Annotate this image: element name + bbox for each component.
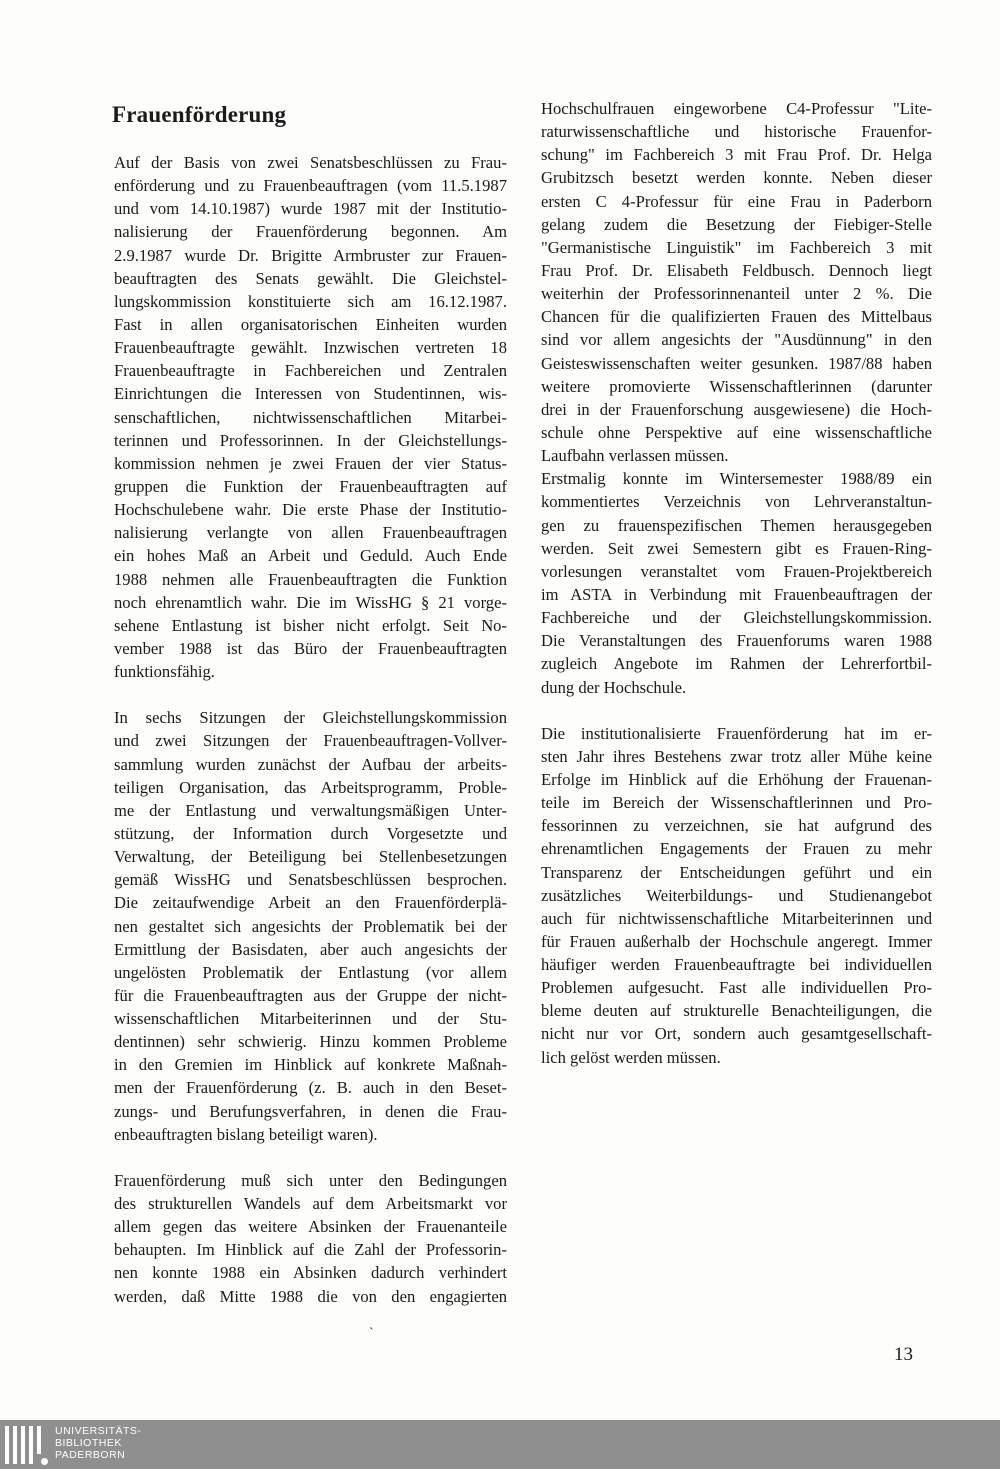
text-line: gen zu frauenspezifischen Themen herausgegeben — [541, 515, 932, 535]
text-line: Frauenbeauftragte in Fachbereichen und Zentralen — [114, 361, 507, 381]
text-line: Ermittlung der Basisdaten, aber auch angesichts der — [114, 939, 507, 959]
text-line: enbeauftragten bislang beteiligt waren). — [114, 1124, 378, 1144]
logo-line: PADERBORN — [55, 1449, 126, 1461]
text-line: nen konnte 1988 ein Absinken dadurch verhindert — [114, 1263, 507, 1283]
text-line: Die institutionalisierte Frauenförderung hat im er- — [541, 723, 932, 743]
text-line: lungskommission konstituierte sich am 16.12.1987. — [114, 291, 507, 311]
text-line: enförderung und zu Frauenbeauftragen (vom 11.5.1987 — [114, 176, 507, 196]
logo-line: UNIVERSITÄTS- — [55, 1425, 142, 1437]
paragraph — [114, 706, 507, 1146]
text-line: Hochschulebene wahr. Die erste Phase der Institutio- — [114, 500, 507, 520]
text-line: weitere promovierte Wissenschaftlerinnen (darunter — [541, 376, 932, 396]
text-line: funktionsfähig. — [114, 662, 215, 682]
text-line: und zwei Sitzungen der Frauenbeauftragen-Vollver- — [114, 731, 507, 751]
text-line: des strukturellen Wandels auf dem Arbeitsmarkt vor — [114, 1194, 507, 1214]
text-line: sind vor allem angesichts der "Ausdünnung" in den — [541, 330, 932, 350]
library-logo-icon — [5, 1426, 49, 1464]
text-line: schung" im Fachbereich 3 mit Frau Prof. Dr. Helga — [541, 145, 932, 165]
text-line: fessorinnen zu verzeichnen, sie hat aufgrund des — [541, 816, 932, 836]
text-line: Geisteswissenschaften weiter gesunken. 1987/88 haben — [541, 353, 932, 373]
text-line: Frauenbeauftragte gewählt. Inzwischen vertreten 18 — [114, 338, 507, 358]
text-line: lich gelöst werden müssen. — [541, 1047, 721, 1067]
left-column — [114, 151, 507, 1308]
text-line: wissenschaftlichen Mitarbeiterinnen und der Stu- — [114, 1009, 507, 1029]
library-logo-text — [55, 1425, 141, 1461]
text-line: behaupten. Im Hinblick auf die Zahl der Professorin- — [114, 1240, 507, 1260]
text-line: zusätzliches Weiterbildungs- und Studienangebot — [541, 885, 932, 905]
library-footer-bar — [0, 1420, 1000, 1469]
text-line: ein hohes Maß an Arbeit und Geduld. Auch Ende — [114, 546, 507, 566]
page-heading: Frauenförderung — [112, 102, 287, 127]
text-line: Erfolge im Hinblick auf die Erhöhung der Frauenan- — [541, 769, 932, 789]
text-line: nen gestaltet sich angesichts der Problematik bei der — [114, 916, 507, 936]
text-line: dung der Hochschule. — [541, 677, 687, 697]
paragraph — [114, 1169, 507, 1308]
text-line: vorlesungen veranstaltet vom Frauen-Projektbereich — [541, 561, 932, 581]
text-line: Grubitzsch besetzt werden konnte. Neben dieser — [541, 168, 932, 188]
text-line: stützung, der Information durch Vorgesetzte und — [114, 823, 507, 843]
text-line: Transparenz der Entscheidungen geführt und ein — [541, 862, 932, 882]
text-line: in den Gremien im Hinblick auf konkrete Maßnah- — [114, 1055, 507, 1075]
text-line: Problemen aufgesucht. Fast alle individuellen Pro- — [541, 978, 932, 998]
text-line: Fast in allen organisatorischen Einheiten wurden — [114, 314, 507, 334]
text-line: allem gegen das weitere Absinken der Frauenanteile — [114, 1217, 507, 1237]
text-line: terinnen und Professorinnen. In der Gleichstellungs- — [114, 430, 507, 450]
text-line: teile im Bereich der Wissenschaftlerinnen und Pro- — [541, 793, 932, 813]
text-line: 2.9.1987 wurde Dr. Brigitte Armbruster zur Frauen- — [114, 245, 507, 265]
text-line: im ASTA in Verbindung mit Frauenbeauftragen der — [541, 584, 932, 604]
text-line: Die Veranstaltungen des Frauenforums waren 1988 — [541, 631, 932, 651]
text-line: schule ohne Perspektive auf eine wissenschaftliche — [541, 422, 932, 442]
text-line: Frauenförderung muß sich unter den Bedingungen — [114, 1170, 507, 1190]
text-line: für Frauen außerhalb der Hochschule angeregt. Immer — [541, 931, 932, 951]
text-line: nalisierung der Frauenförderung begonnen. Am — [114, 222, 507, 242]
paragraph-gap — [114, 683, 507, 706]
text-line: Auf der Basis von zwei Senatsbeschlüssen zu Frau- — [114, 153, 507, 172]
text-line: drei in der Frauenforschung ausgewiesene) die Hoch- — [541, 399, 932, 419]
text-line: gelang zudem die Besetzung der Fiebiger-Stelle — [541, 214, 932, 234]
text-line: bleme deuten auf strukturelle Benachteiligungen, die — [541, 1001, 932, 1021]
text-line: noch ehrenamtlich wahr. Die im WissHG § 21 vorge- — [114, 592, 507, 612]
text-line: gemäß WissHG und Senatsbeschlüssen besprochen. — [114, 870, 507, 890]
text-line: Verwaltung, der Beteiligung bei Stellenbesetzungen — [114, 847, 507, 867]
text-line: "Germanistische Linguistik" im Fachbereich 3 mit — [541, 237, 932, 257]
text-line: raturwissenschaftliche und historische Frauenfor- — [541, 122, 932, 142]
text-line: für die Frauenbeauftragten aus der Gruppe der nicht- — [114, 985, 507, 1005]
text-line: sehene Entlastung ist bisher nicht erfolgt. Seit No- — [114, 615, 507, 635]
right-column — [541, 97, 932, 1069]
page-number: 13 — [894, 1344, 913, 1365]
text-line: Die zeitaufwendige Arbeit an den Frauenförderplä- — [114, 893, 507, 913]
text-line: kommission nehmen je zwei Frauen der vier Status- — [114, 453, 507, 473]
text-line: Frau Prof. Dr. Elisabeth Feldbusch. Dennoch liegt — [541, 260, 932, 280]
text-line: werden. Seit zwei Semestern gibt es Frauen-Ring- — [541, 538, 932, 558]
text-line: werden, daß Mitte 1988 die von den engagierten — [114, 1286, 507, 1306]
text-line: sammlung wurden zunächst der Aufbau der arbeits- — [114, 754, 507, 774]
text-line: Chancen für die qualifizierten Frauen des Mittelbaus — [541, 307, 932, 327]
text-line: Erstmalig konnte im Wintersemester 1988/89 ein — [541, 469, 932, 489]
text-line: Einrichtungen die Interessen von Studentinnen, wis- — [114, 384, 507, 404]
text-line: Hochschulfrauen eingeworbene C4-Professur "Lite- — [541, 99, 932, 118]
text-line: ersten C 4-Professur für eine Frau in Paderborn — [541, 191, 932, 211]
text-line: nicht nur vor Ort, sondern auch gesamtgesellschaft- — [541, 1024, 932, 1044]
text-line: zungs- und Berufungsverfahren, in denen die Frau- — [114, 1101, 507, 1121]
text-line: Laufbahn verlassen müssen. — [541, 446, 729, 466]
text-line: nalisierung verlangte von allen Frauenbeauftragen — [114, 523, 507, 543]
text-line: weiterhin der Professorinnenanteil unter 2 %. Die — [541, 284, 932, 304]
logo-line: BIBLIOTHEK — [55, 1437, 122, 1449]
text-line: dentinnen) sehr schwierig. Hinzu kommen Probleme — [114, 1032, 507, 1052]
text-line: häufiger werden Frauenbeauftragte bei individuellen — [541, 955, 932, 975]
paragraph — [114, 151, 507, 683]
paragraph — [541, 722, 932, 1069]
text-line: teiligen Organisation, das Arbeitsprogramm, Proble- — [114, 777, 507, 797]
text-line: men der Frauenförderung (z. B. auch in den Beset- — [114, 1078, 507, 1098]
text-line: ungelösten Problematik der Entlastung (vor allem — [114, 962, 507, 982]
text-line: Fachbereiche und der Gleichstellungskommission. — [541, 608, 932, 628]
stray-mark: ` — [369, 1326, 374, 1341]
text-line: In sechs Sitzungen der Gleichstellungskommission — [114, 708, 507, 728]
text-line: kommentiertes Verzeichnis von Lehrveranstaltun- — [541, 492, 932, 512]
text-line: sten Jahr ihres Bestehens zwar trotz aller Mühe keine — [541, 746, 932, 766]
text-line: beauftragten des Senats gewählt. Die Gleichstel- — [114, 268, 507, 288]
text-line: gruppen die Funktion der Frauenbeauftragten auf — [114, 476, 507, 496]
text-line: ehrenamtlichen Engagements der Frauen zu mehr — [541, 839, 932, 859]
text-line: und vom 14.10.1987) wurde 1987 mit der Institutio- — [114, 199, 507, 219]
text-line: vember 1988 ist das Büro der Frauenbeauftragten — [114, 638, 507, 658]
paragraph-gap — [114, 1146, 507, 1169]
paragraph — [541, 97, 932, 699]
text-line: auch für nichtwissenschaftliche Mitarbeiterinnen und — [541, 908, 932, 928]
text-line: 1988 nehmen alle Frauenbeauftragten die Funktion — [114, 569, 507, 589]
text-line: me der Entlastung und verwaltungsmäßigen Unter- — [114, 800, 507, 820]
paragraph-gap — [541, 699, 932, 722]
text-line: zugleich Angebote im Rahmen der Lehrerfortbil- — [541, 654, 932, 674]
text-line: senschaftlichen, nichtwissenschaftlichen Mitarbei- — [114, 407, 507, 427]
